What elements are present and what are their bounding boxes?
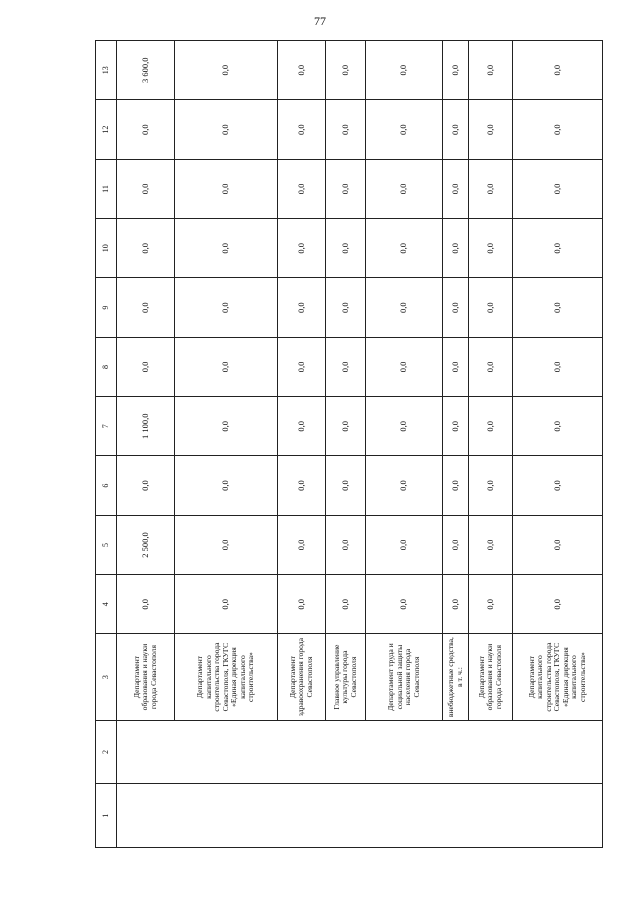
value-cell: 0,0 bbox=[366, 337, 443, 396]
value-cell: 0,0 bbox=[278, 337, 326, 396]
value-cell: 0,0 bbox=[513, 337, 603, 396]
row-name: Департамент капитального строительства города Севастополя, ГКУГС «Единая дирекция капитального строительства» bbox=[513, 634, 603, 720]
row-name: Департамент труда и социальной защиты населения города Севастополя bbox=[366, 634, 443, 720]
column-2-cell bbox=[117, 720, 603, 784]
value-cell: 0,0 bbox=[366, 397, 443, 456]
value-cell: 0,0 bbox=[326, 41, 366, 100]
row-name: Главное управление культуры города Севастополя bbox=[326, 634, 366, 720]
value-cell: 0,0 bbox=[366, 219, 443, 278]
value-cell: 3 600,0 bbox=[117, 41, 175, 100]
value-cell: 0,0 bbox=[278, 100, 326, 159]
value-cell: 0,0 bbox=[326, 337, 366, 396]
column-header: 3 bbox=[96, 634, 117, 720]
value-cell: 0,0 bbox=[117, 100, 175, 159]
row-name: Департамент капитального строительства города Севастополя, ГКУГС «Единая дирекция капитального строительства» bbox=[175, 634, 278, 720]
value-cell: 0,0 bbox=[366, 278, 443, 337]
value-cell: 0,0 bbox=[175, 456, 278, 515]
value-cell: 0,0 bbox=[469, 278, 513, 337]
value-cell: 0,0 bbox=[469, 219, 513, 278]
value-cell: 0,0 bbox=[175, 219, 278, 278]
value-cell: 0,0 bbox=[513, 159, 603, 218]
column-header: 5 bbox=[96, 515, 117, 574]
value-cell: 0,0 bbox=[469, 456, 513, 515]
value-cell: 0,0 bbox=[117, 575, 175, 634]
value-cell: 0,0 bbox=[326, 397, 366, 456]
value-cell: 0,0 bbox=[469, 397, 513, 456]
value-cell: 0,0 bbox=[443, 397, 469, 456]
value-cell: 0,0 bbox=[443, 278, 469, 337]
row-name: Департамент здравоохранения города Севастополя bbox=[278, 634, 326, 720]
value-cell: 0,0 bbox=[326, 278, 366, 337]
value-cell: 0,0 bbox=[443, 575, 469, 634]
value-cell: 0,0 bbox=[278, 575, 326, 634]
value-cell: 0,0 bbox=[469, 575, 513, 634]
value-cell: 0,0 bbox=[469, 41, 513, 100]
column-header: 4 bbox=[96, 575, 117, 634]
value-cell: 0,0 bbox=[278, 219, 326, 278]
value-cell: 1 100,0 bbox=[117, 397, 175, 456]
column-header: 7 bbox=[96, 397, 117, 456]
value-cell: 0,0 bbox=[175, 159, 278, 218]
value-cell: 0,0 bbox=[278, 456, 326, 515]
column-header: 11 bbox=[96, 159, 117, 218]
value-cell: 0,0 bbox=[278, 41, 326, 100]
value-cell: 0,0 bbox=[326, 575, 366, 634]
value-cell: 0,0 bbox=[175, 337, 278, 396]
row-name: Департамент образования и науки города Севастополя bbox=[117, 634, 175, 720]
value-cell: 0,0 bbox=[513, 456, 603, 515]
value-cell: 0,0 bbox=[278, 515, 326, 574]
value-cell: 0,0 bbox=[175, 100, 278, 159]
value-cell: 0,0 bbox=[443, 41, 469, 100]
budget-table bbox=[95, 40, 603, 848]
value-cell: 0,0 bbox=[469, 337, 513, 396]
value-cell: 0,0 bbox=[326, 159, 366, 218]
column-header: 13 bbox=[96, 41, 117, 100]
header-row bbox=[96, 41, 117, 848]
value-cell: 0,0 bbox=[513, 575, 603, 634]
value-cell: 0,0 bbox=[366, 575, 443, 634]
value-cell: 0,0 bbox=[366, 159, 443, 218]
value-cell: 0,0 bbox=[117, 456, 175, 515]
value-cell: 0,0 bbox=[326, 219, 366, 278]
value-cell: 0,0 bbox=[117, 337, 175, 396]
value-cell: 0,0 bbox=[513, 100, 603, 159]
value-cell: 0,0 bbox=[469, 515, 513, 574]
value-cell: 0,0 bbox=[278, 159, 326, 218]
value-cell: 0,0 bbox=[366, 100, 443, 159]
rotated-table-frame bbox=[95, 40, 600, 848]
value-cell: 0,0 bbox=[513, 515, 603, 574]
value-cell: 0,0 bbox=[326, 100, 366, 159]
page-number: 77 bbox=[314, 14, 326, 28]
column-header: 12 bbox=[96, 100, 117, 159]
value-cell: 0,0 bbox=[278, 278, 326, 337]
column-header: 10 bbox=[96, 219, 117, 278]
value-cell: 0,0 bbox=[278, 397, 326, 456]
value-cell: 0,0 bbox=[175, 575, 278, 634]
value-cell: 0,0 bbox=[366, 515, 443, 574]
value-cell: 0,0 bbox=[443, 219, 469, 278]
value-cell: 0,0 bbox=[513, 219, 603, 278]
column-header: 2 bbox=[96, 720, 117, 784]
rotated-table-content bbox=[95, 40, 600, 848]
value-cell: 0,0 bbox=[443, 159, 469, 218]
value-cell: 0,0 bbox=[175, 278, 278, 337]
row-name: внебюджетные средства, в т. ч.: bbox=[443, 634, 469, 720]
value-cell: 0,0 bbox=[366, 456, 443, 515]
value-cell: 0,0 bbox=[175, 41, 278, 100]
value-cell: 0,0 bbox=[513, 397, 603, 456]
value-cell: 0,0 bbox=[326, 456, 366, 515]
value-cell: 0,0 bbox=[175, 397, 278, 456]
column-header: 9 bbox=[96, 278, 117, 337]
table-row bbox=[117, 41, 175, 848]
value-cell: 0,0 bbox=[443, 337, 469, 396]
value-cell: 0,0 bbox=[443, 456, 469, 515]
column-header: 6 bbox=[96, 456, 117, 515]
value-cell: 0,0 bbox=[513, 278, 603, 337]
value-cell: 0,0 bbox=[326, 515, 366, 574]
value-cell: 2 500,0 bbox=[117, 515, 175, 574]
row-name: Департамент образования и науки города Севастополя bbox=[469, 634, 513, 720]
value-cell: 0,0 bbox=[175, 515, 278, 574]
value-cell: 0,0 bbox=[443, 100, 469, 159]
value-cell: 0,0 bbox=[117, 278, 175, 337]
value-cell: 0,0 bbox=[469, 100, 513, 159]
value-cell: 0,0 bbox=[117, 219, 175, 278]
value-cell: 0,0 bbox=[117, 159, 175, 218]
column-1-cell bbox=[117, 784, 603, 848]
value-cell: 0,0 bbox=[443, 515, 469, 574]
value-cell: 0,0 bbox=[366, 41, 443, 100]
value-cell: 0,0 bbox=[513, 41, 603, 100]
column-header: 8 bbox=[96, 337, 117, 396]
column-header: 1 bbox=[96, 784, 117, 848]
value-cell: 0,0 bbox=[469, 159, 513, 218]
